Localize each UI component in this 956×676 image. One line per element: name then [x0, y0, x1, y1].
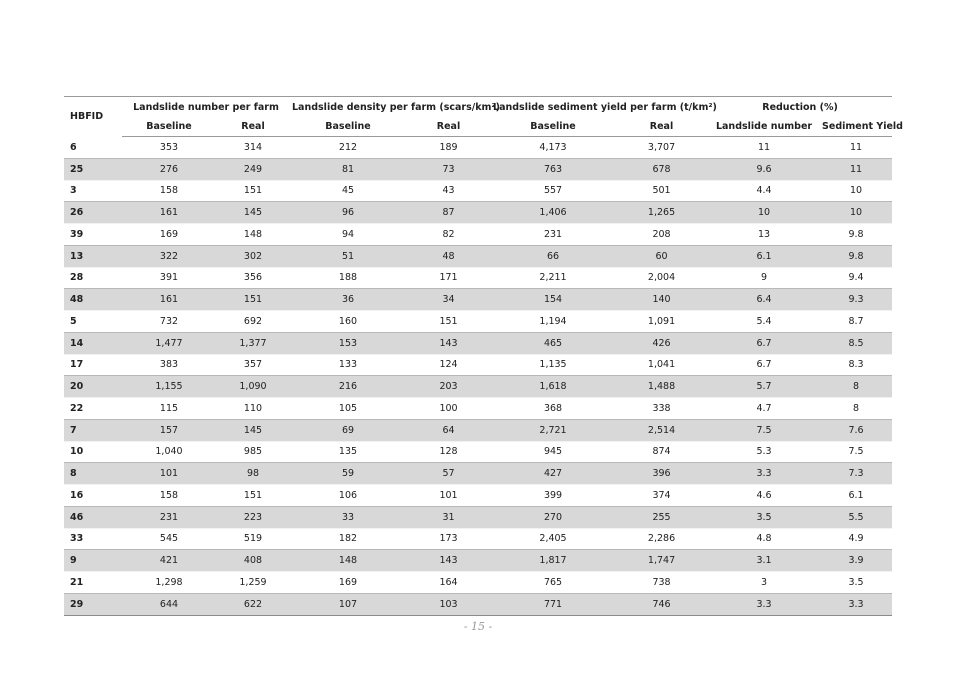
number-baseline-cell: 322: [122, 245, 216, 267]
yield-real-cell: 678: [615, 158, 708, 180]
yield-baseline-cell: 399: [543, 489, 563, 501]
table-row: [64, 441, 892, 463]
hbfid-cell: 25: [64, 158, 122, 180]
hbfid-cell: 20: [64, 376, 122, 398]
subheader-yield-baseline: Baseline: [491, 117, 615, 137]
reduction-yield-cell: 7.5: [848, 446, 864, 458]
density-baseline-cell: 169: [338, 576, 358, 588]
table-row: [64, 593, 892, 615]
hbfid-cell: 26: [64, 202, 122, 224]
density-real-cell: 173: [439, 533, 458, 545]
reduction-yield-cell: 8: [820, 376, 892, 398]
hbfid-cell: 13: [64, 245, 122, 267]
hbfid-cell: 39: [70, 228, 84, 240]
density-baseline-cell: 133: [338, 359, 358, 371]
group-header-landslide-density: Landslide density per farm (scars/km²): [290, 97, 491, 118]
density-baseline-cell: 135: [338, 446, 358, 458]
density-baseline-cell: 51: [290, 245, 406, 267]
number-real-cell: 151: [243, 489, 263, 501]
table-row: [64, 354, 892, 376]
number-baseline-cell: 157: [122, 419, 216, 441]
yield-real-cell: 396: [615, 463, 708, 485]
yield-baseline-cell: 465: [491, 332, 615, 354]
yield-baseline-cell: 765: [543, 576, 563, 588]
yield-real-cell: 2,514: [615, 419, 708, 441]
number-baseline-cell: 231: [122, 506, 216, 528]
number-baseline-cell: 353: [159, 141, 179, 153]
density-baseline-cell: 106: [338, 489, 358, 501]
number-real-cell: 145: [216, 202, 290, 224]
yield-baseline-cell: 2,721: [491, 419, 615, 441]
reduction-number-cell: 3.1: [708, 550, 820, 572]
table-row: [64, 376, 892, 398]
yield-baseline-cell: 1,135: [539, 359, 567, 371]
hbfid-cell: 3: [70, 185, 77, 197]
number-baseline-cell: 276: [122, 158, 216, 180]
density-real-cell: 171: [439, 272, 458, 284]
table-row: [64, 224, 892, 246]
density-real-cell: 103: [406, 593, 491, 615]
reduction-number-cell: 6.7: [708, 332, 820, 354]
reduction-number-cell: 4.4: [756, 185, 772, 197]
table-row: [64, 158, 892, 180]
reduction-yield-cell: 8.7: [848, 315, 864, 327]
subheader-reduction-landslide-number: Landslide number: [708, 117, 820, 137]
table-row: [64, 137, 892, 159]
number-real-cell: 223: [216, 506, 290, 528]
number-baseline-cell: 158: [159, 489, 179, 501]
number-baseline-cell: 421: [122, 550, 216, 572]
reduction-yield-cell: 7.6: [820, 419, 892, 441]
density-real-cell: 34: [406, 289, 491, 311]
density-baseline-cell: 69: [290, 419, 406, 441]
reduction-yield-cell: 4.9: [848, 533, 864, 545]
yield-baseline-cell: 2,405: [539, 533, 567, 545]
hbfid-cell: 6: [70, 141, 77, 153]
number-real-cell: 302: [216, 245, 290, 267]
density-baseline-cell: 96: [290, 202, 406, 224]
number-baseline-cell: 161: [122, 289, 216, 311]
table-row: [64, 398, 892, 420]
density-baseline-cell: 153: [290, 332, 406, 354]
yield-real-cell: 746: [615, 593, 708, 615]
hbfid-cell: 33: [70, 533, 84, 545]
number-baseline-cell: 383: [159, 359, 179, 371]
hbfid-cell: 5: [70, 315, 77, 327]
hbfid-cell: 17: [70, 359, 84, 371]
yield-real-cell: 1,265: [615, 202, 708, 224]
number-real-cell: 151: [243, 185, 263, 197]
number-baseline-cell: 545: [159, 533, 179, 545]
hbfid-cell: 46: [64, 506, 122, 528]
hbfid-cell: 48: [64, 289, 122, 311]
number-baseline-cell: 1,155: [122, 376, 216, 398]
reduction-yield-cell: 11: [820, 158, 892, 180]
number-baseline-cell: 158: [159, 185, 179, 197]
subheader-yield-real: Real: [615, 117, 708, 137]
density-real-cell: 101: [439, 489, 458, 501]
yield-real-cell: 338: [652, 402, 671, 414]
number-real-cell: 356: [243, 272, 263, 284]
density-real-cell: 164: [439, 576, 458, 588]
hbfid-cell: 16: [70, 489, 84, 501]
yield-real-cell: 501: [652, 185, 671, 197]
reduction-yield-cell: 3.3: [820, 593, 892, 615]
density-baseline-cell: 45: [341, 185, 355, 197]
reduction-yield-cell: 8.5: [820, 332, 892, 354]
reduction-number-cell: 3.3: [708, 593, 820, 615]
hbfid-header: HBFID: [64, 97, 122, 137]
reduction-number-cell: 3.5: [708, 506, 820, 528]
number-real-cell: 151: [216, 289, 290, 311]
reduction-yield-cell: 9.8: [820, 245, 892, 267]
density-real-cell: 151: [439, 315, 458, 327]
subheader-reduction-sediment-yield: Sediment Yield: [820, 117, 892, 137]
landslide-table: [64, 96, 903, 616]
density-real-cell: 73: [406, 158, 491, 180]
subheader-number-real: Real: [216, 117, 290, 137]
yield-real-cell: 1,747: [615, 550, 708, 572]
number-real-cell: 408: [216, 550, 290, 572]
table-row: [64, 419, 892, 441]
hbfid-cell: 28: [70, 272, 84, 284]
reduction-yield-cell: 8.3: [848, 359, 864, 371]
reduction-yield-cell: 3.5: [848, 576, 864, 588]
yield-real-cell: 426: [615, 332, 708, 354]
number-real-cell: 519: [243, 533, 263, 545]
reduction-number-cell: 6.1: [708, 245, 820, 267]
density-real-cell: 203: [406, 376, 491, 398]
reduction-number-cell: 4.7: [756, 402, 772, 414]
density-real-cell: 124: [439, 359, 458, 371]
reduction-number-cell: 13: [757, 228, 771, 240]
number-baseline-cell: 1,477: [122, 332, 216, 354]
subheader-density-baseline: Baseline: [290, 117, 406, 137]
yield-baseline-cell: 2,211: [539, 272, 567, 284]
table-row: [64, 463, 892, 485]
table-row: [64, 332, 892, 354]
yield-real-cell: 3,707: [647, 141, 676, 153]
density-baseline-cell: 212: [338, 141, 358, 153]
yield-real-cell: 374: [652, 489, 671, 501]
number-real-cell: 357: [243, 359, 263, 371]
table-row: [64, 245, 892, 267]
yield-real-cell: 1,091: [647, 315, 676, 327]
subheader-number-baseline: Baseline: [122, 117, 216, 137]
density-real-cell: 48: [406, 245, 491, 267]
group-header-reduction: Reduction (%): [708, 97, 892, 118]
table-row: [64, 550, 892, 572]
yield-baseline-cell: 1,194: [539, 315, 567, 327]
density-baseline-cell: 188: [338, 272, 358, 284]
density-real-cell: 57: [406, 463, 491, 485]
reduction-number-cell: 5.4: [756, 315, 772, 327]
number-real-cell: 622: [216, 593, 290, 615]
density-baseline-cell: 59: [290, 463, 406, 485]
yield-real-cell: 1,041: [647, 359, 676, 371]
number-real-cell: 249: [216, 158, 290, 180]
reduction-yield-cell: 10: [820, 202, 892, 224]
yield-baseline-cell: 4,173: [539, 141, 567, 153]
reduction-yield-cell: 5.5: [820, 506, 892, 528]
yield-real-cell: 140: [615, 289, 708, 311]
reduction-yield-cell: 11: [849, 141, 863, 153]
hbfid-cell: 22: [70, 402, 84, 414]
table-row: [64, 485, 892, 507]
number-baseline-cell: 391: [159, 272, 179, 284]
number-baseline-cell: 115: [159, 402, 179, 414]
yield-real-cell: 874: [652, 446, 671, 458]
table-header: [64, 97, 903, 137]
subheader-density-real: Real: [406, 117, 491, 137]
table-row: [64, 506, 892, 528]
number-real-cell: 98: [216, 463, 290, 485]
number-baseline-cell: 732: [159, 315, 179, 327]
table-row: [64, 202, 892, 224]
yield-baseline-cell: 771: [491, 593, 615, 615]
density-baseline-cell: 36: [290, 289, 406, 311]
reduction-number-cell: 11: [757, 141, 771, 153]
density-baseline-cell: 94: [341, 228, 355, 240]
yield-baseline-cell: 270: [491, 506, 615, 528]
density-real-cell: 31: [406, 506, 491, 528]
yield-real-cell: 2,286: [647, 533, 676, 545]
density-baseline-cell: 148: [290, 550, 406, 572]
hbfid-cell: 21: [70, 576, 84, 588]
density-baseline-cell: 182: [338, 533, 358, 545]
density-baseline-cell: 107: [290, 593, 406, 615]
yield-baseline-cell: 231: [543, 228, 563, 240]
density-baseline-cell: 216: [290, 376, 406, 398]
table-row: [64, 311, 892, 333]
reduction-yield-cell: 9.3: [820, 289, 892, 311]
group-header-landslide-number: Landslide number per farm: [122, 97, 290, 118]
density-real-cell: 87: [406, 202, 491, 224]
yield-real-cell: 2,004: [647, 272, 676, 284]
density-baseline-cell: 160: [338, 315, 358, 327]
yield-real-cell: 208: [652, 228, 671, 240]
hbfid-cell: 29: [64, 593, 122, 615]
header-row-groups: [64, 97, 892, 118]
density-real-cell: 100: [439, 402, 458, 414]
yield-real-cell: 255: [615, 506, 708, 528]
density-real-cell: 43: [442, 185, 455, 197]
hbfid-cell: 7: [64, 419, 122, 441]
number-real-cell: 145: [216, 419, 290, 441]
group-header-sediment-yield: Landslide sediment yield per farm (t/km²): [491, 97, 708, 118]
reduction-number-cell: 9: [761, 272, 768, 284]
table-row: [64, 180, 892, 202]
number-baseline-cell: 169: [159, 228, 179, 240]
number-baseline-cell: 1,298: [155, 576, 183, 588]
table-body: [64, 137, 892, 616]
density-baseline-cell: 81: [290, 158, 406, 180]
number-real-cell: 1,259: [239, 576, 267, 588]
reduction-number-cell: 4.6: [756, 489, 772, 501]
header-row-subheaders: [64, 117, 892, 137]
page-number: - 15 -: [463, 620, 493, 633]
yield-baseline-cell: 945: [543, 446, 563, 458]
reduction-number-cell: 3: [761, 576, 768, 588]
yield-baseline-cell: 154: [491, 289, 615, 311]
number-real-cell: 148: [243, 228, 263, 240]
reduction-number-cell: 9.6: [708, 158, 820, 180]
density-baseline-cell: 105: [338, 402, 358, 414]
number-real-cell: 110: [243, 402, 263, 414]
reduction-number-cell: 5.7: [708, 376, 820, 398]
table-row: [64, 289, 892, 311]
yield-baseline-cell: 368: [543, 402, 563, 414]
yield-real-cell: 1,488: [615, 376, 708, 398]
density-real-cell: 143: [406, 550, 491, 572]
number-real-cell: 985: [243, 446, 263, 458]
table-row: [64, 267, 892, 289]
density-real-cell: 128: [439, 446, 458, 458]
density-real-cell: 143: [406, 332, 491, 354]
hbfid-cell: 14: [64, 332, 122, 354]
number-real-cell: 1,090: [216, 376, 290, 398]
yield-baseline-cell: 1,817: [491, 550, 615, 572]
density-real-cell: 64: [406, 419, 491, 441]
hbfid-cell: 9: [64, 550, 122, 572]
table-row: [64, 572, 892, 594]
density-real-cell: 189: [439, 141, 458, 153]
number-baseline-cell: 644: [122, 593, 216, 615]
yield-real-cell: 60: [615, 245, 708, 267]
reduction-yield-cell: 9.4: [848, 272, 864, 284]
yield-baseline-cell: 557: [543, 185, 563, 197]
hbfid-cell: 8: [64, 463, 122, 485]
number-baseline-cell: 1,040: [155, 446, 183, 458]
yield-real-cell: 738: [652, 576, 671, 588]
reduction-number-cell: 6.7: [756, 359, 772, 371]
reduction-number-cell: 6.4: [708, 289, 820, 311]
yield-baseline-cell: 66: [491, 245, 615, 267]
yield-baseline-cell: 1,406: [491, 202, 615, 224]
number-real-cell: 692: [243, 315, 263, 327]
yield-baseline-cell: 427: [491, 463, 615, 485]
reduction-number-cell: 5.3: [756, 446, 772, 458]
number-real-cell: 1,377: [216, 332, 290, 354]
reduction-yield-cell: 8: [853, 402, 860, 414]
yield-baseline-cell: 1,618: [491, 376, 615, 398]
density-baseline-cell: 33: [290, 506, 406, 528]
density-real-cell: 82: [442, 228, 455, 240]
number-baseline-cell: 161: [122, 202, 216, 224]
reduction-number-cell: 7.5: [708, 419, 820, 441]
reduction-number-cell: 10: [708, 202, 820, 224]
reduction-yield-cell: 6.1: [848, 489, 864, 501]
hbfid-cell: 10: [70, 446, 84, 458]
reduction-yield-cell: 9.8: [848, 228, 864, 240]
yield-baseline-cell: 763: [491, 158, 615, 180]
table-row: [64, 528, 892, 550]
reduction-number-cell: 4.8: [756, 533, 772, 545]
number-baseline-cell: 101: [122, 463, 216, 485]
reduction-yield-cell: 7.3: [820, 463, 892, 485]
reduction-yield-cell: 3.9: [820, 550, 892, 572]
number-real-cell: 314: [243, 141, 263, 153]
reduction-yield-cell: 10: [849, 185, 863, 197]
reduction-number-cell: 3.3: [708, 463, 820, 485]
